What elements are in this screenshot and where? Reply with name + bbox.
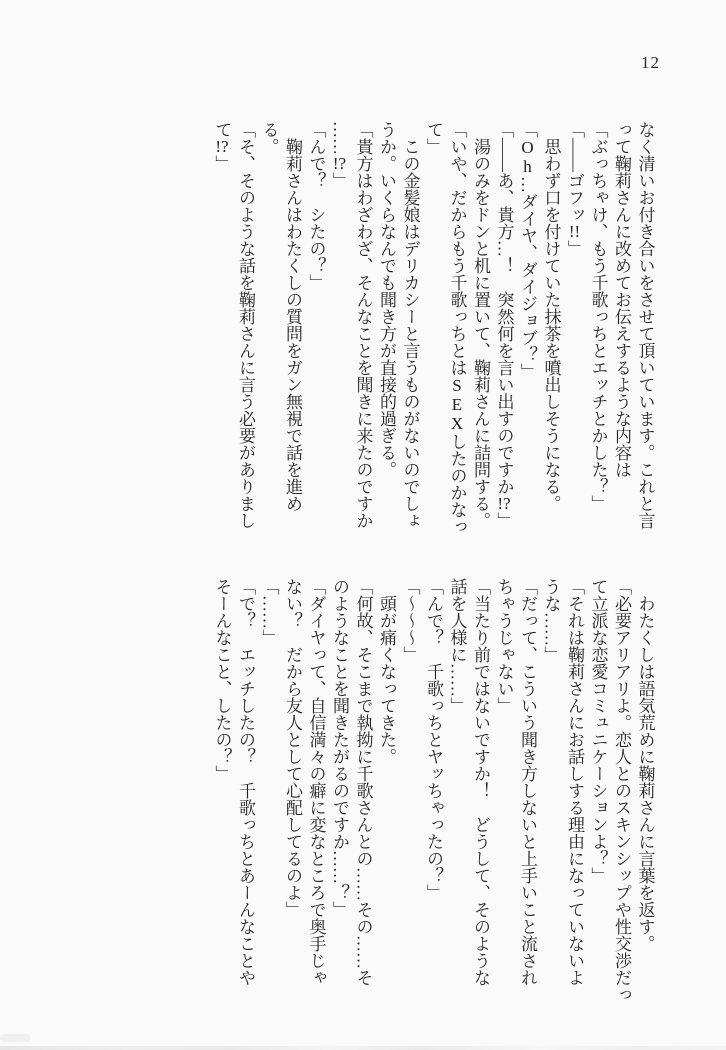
text-line: うな……」: [541, 578, 561, 663]
scan-edge-artifact: [0, 1046, 726, 1050]
text-line: 「ダイヤって、自信満々の癖に変なところで奥手じゃ: [306, 578, 326, 986]
text-line: なく清いお付き合いをさせて頂いています。これと言: [635, 121, 655, 529]
text-line: 「――ゴフッ!!」: [565, 121, 584, 257]
text-line: 湯のみをドンと机に置いて、鞠莉さんに詰問する。: [471, 121, 490, 529]
text-line: 「だって、こういう聞き方しないと上手いこと流され: [518, 578, 537, 986]
text-line: て」: [424, 121, 443, 155]
text-line: この金髪娘はデリカシーと言うものがないのでしょ: [400, 121, 420, 529]
text-line: ない？ だから友人として心配してるのよ」: [283, 578, 302, 918]
page-number: 12: [641, 53, 660, 72]
text-block-top: [207, 121, 660, 547]
text-line: 「～～～」: [400, 578, 420, 663]
text-line: 「Oh…ダイヤ、ダイジョブ？」: [518, 121, 537, 380]
text-line: うか。いくらなんでも聞き方が直接的過ぎる。: [377, 121, 396, 478]
text-line: 「ぶっちゃけ、もう千歌っちとエッチとかした？」: [588, 121, 608, 512]
text-line: て立派な恋愛コミュニケーションよ？」: [588, 578, 608, 884]
text-line: 頭が痛くなってきた。: [377, 578, 396, 765]
text-line: 「んで？ シたの？」: [306, 121, 326, 291]
text-line: 「……」: [259, 578, 279, 646]
text-block-bottom: [207, 578, 660, 1010]
scan-smudge-artifact: [0, 1034, 30, 1042]
text-line: 鞠莉さんはわたくしの質問をガン無視で話を進め: [283, 121, 302, 512]
text-line: 「んで？ 千歌っちとヤッちゃったの？」: [424, 578, 443, 901]
text-line: 「――あ、貴方…！ 突然何を言い出すのですか!?」: [494, 121, 514, 529]
text-line: 「そ、そのような話を鞠莉さんに言う必要がありまし: [236, 121, 255, 529]
text-line: のようなことを聞きたがるのですか……？」: [330, 578, 349, 918]
text-line: 「それは鞠莉さんにお話しする理由になっていないよ: [565, 578, 584, 986]
text-line: て!?」: [212, 121, 232, 172]
text-line: る。: [259, 121, 279, 155]
text-line: わたくしは語気荒めに鞠莉さんに言葉を返す。: [635, 578, 655, 952]
text-line: 「当たり前ではないですか！ どうして、そのような: [471, 578, 490, 986]
text-line: 「いや、だからもう千歌っちとはSEXしたのかなっ: [447, 121, 467, 535]
text-line: って鞠莉さんに改めてお伝えするような内容は: [612, 121, 631, 478]
text-line: ちゃうじゃない」: [494, 578, 514, 714]
text-line: 「貴方はわざわざ、そんなことを聞きに来たのですか: [353, 121, 373, 529]
text-line: 「必要アリアリよ。恋人とのスキンシップや性交渉だっ: [612, 578, 631, 1003]
text-line: そーんなこと、したの？」: [212, 578, 232, 782]
text-line: ……!?」: [330, 121, 349, 189]
text-line: 思わず口を付けていた抹茶を噴出しそうになる。: [541, 121, 561, 512]
text-line: 「で？ エッチしたの？ 千歌っちとあーんなことや: [236, 578, 255, 986]
text-line: 「何故、そこまで執拗に千歌さんとの……その……そ: [353, 578, 373, 986]
text-line: 話を人様に……」: [447, 578, 467, 714]
